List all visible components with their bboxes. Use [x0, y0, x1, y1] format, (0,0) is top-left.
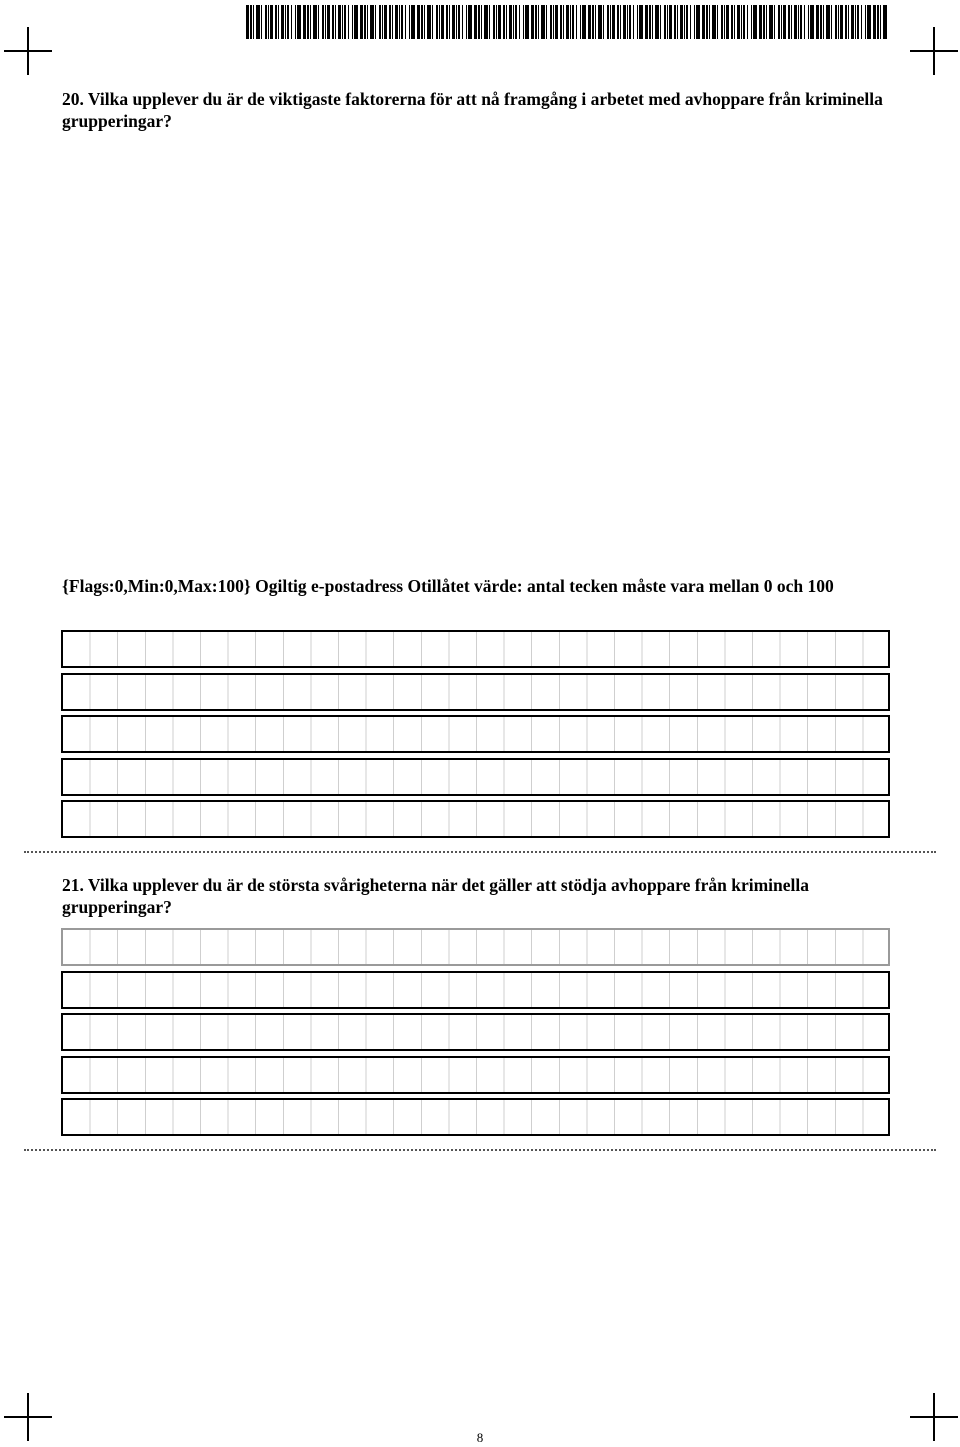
answer-21-line[interactable]: [61, 928, 890, 966]
answer-field-20[interactable]: [61, 630, 890, 843]
question-20-text: 20. Vilka upplever du är de viktigaste faktorerna för att nå framgång i arbetet med avhoppare från kriminella grupperingar?: [62, 89, 883, 131]
crop-mark-bottom-left: [4, 1393, 52, 1441]
answer-21-line[interactable]: [61, 1098, 890, 1136]
answer-20-line[interactable]: [61, 800, 890, 838]
answer-21-line[interactable]: [61, 971, 890, 1009]
answer-21-line[interactable]: [61, 1056, 890, 1094]
section-separator: [24, 1149, 936, 1151]
question-21-text: 21. Vilka upplever du är de största svårigheterna när det gäller att stödja avhoppare från kriminella grupperingar?: [62, 875, 809, 917]
answer-21-line[interactable]: [61, 1013, 890, 1051]
answer-20-line[interactable]: [61, 630, 890, 668]
answer-20-line[interactable]: [61, 715, 890, 753]
page-number: 8: [476, 1430, 484, 1445]
barcode: [246, 5, 888, 39]
crop-mark-bottom-right: [910, 1393, 958, 1441]
answer-20-line[interactable]: [61, 673, 890, 711]
answer-20-line[interactable]: [61, 758, 890, 796]
crop-mark-top-right: [910, 27, 958, 75]
validation-message: {Flags:0,Min:0,Max:100} Ogiltig e-postadress Otillåtet värde: antal tecken måste vara mellan 0 och 100: [62, 576, 834, 596]
crop-mark-top-left: [4, 27, 52, 75]
section-separator: [24, 851, 936, 853]
answer-field-21[interactable]: [61, 928, 890, 1141]
